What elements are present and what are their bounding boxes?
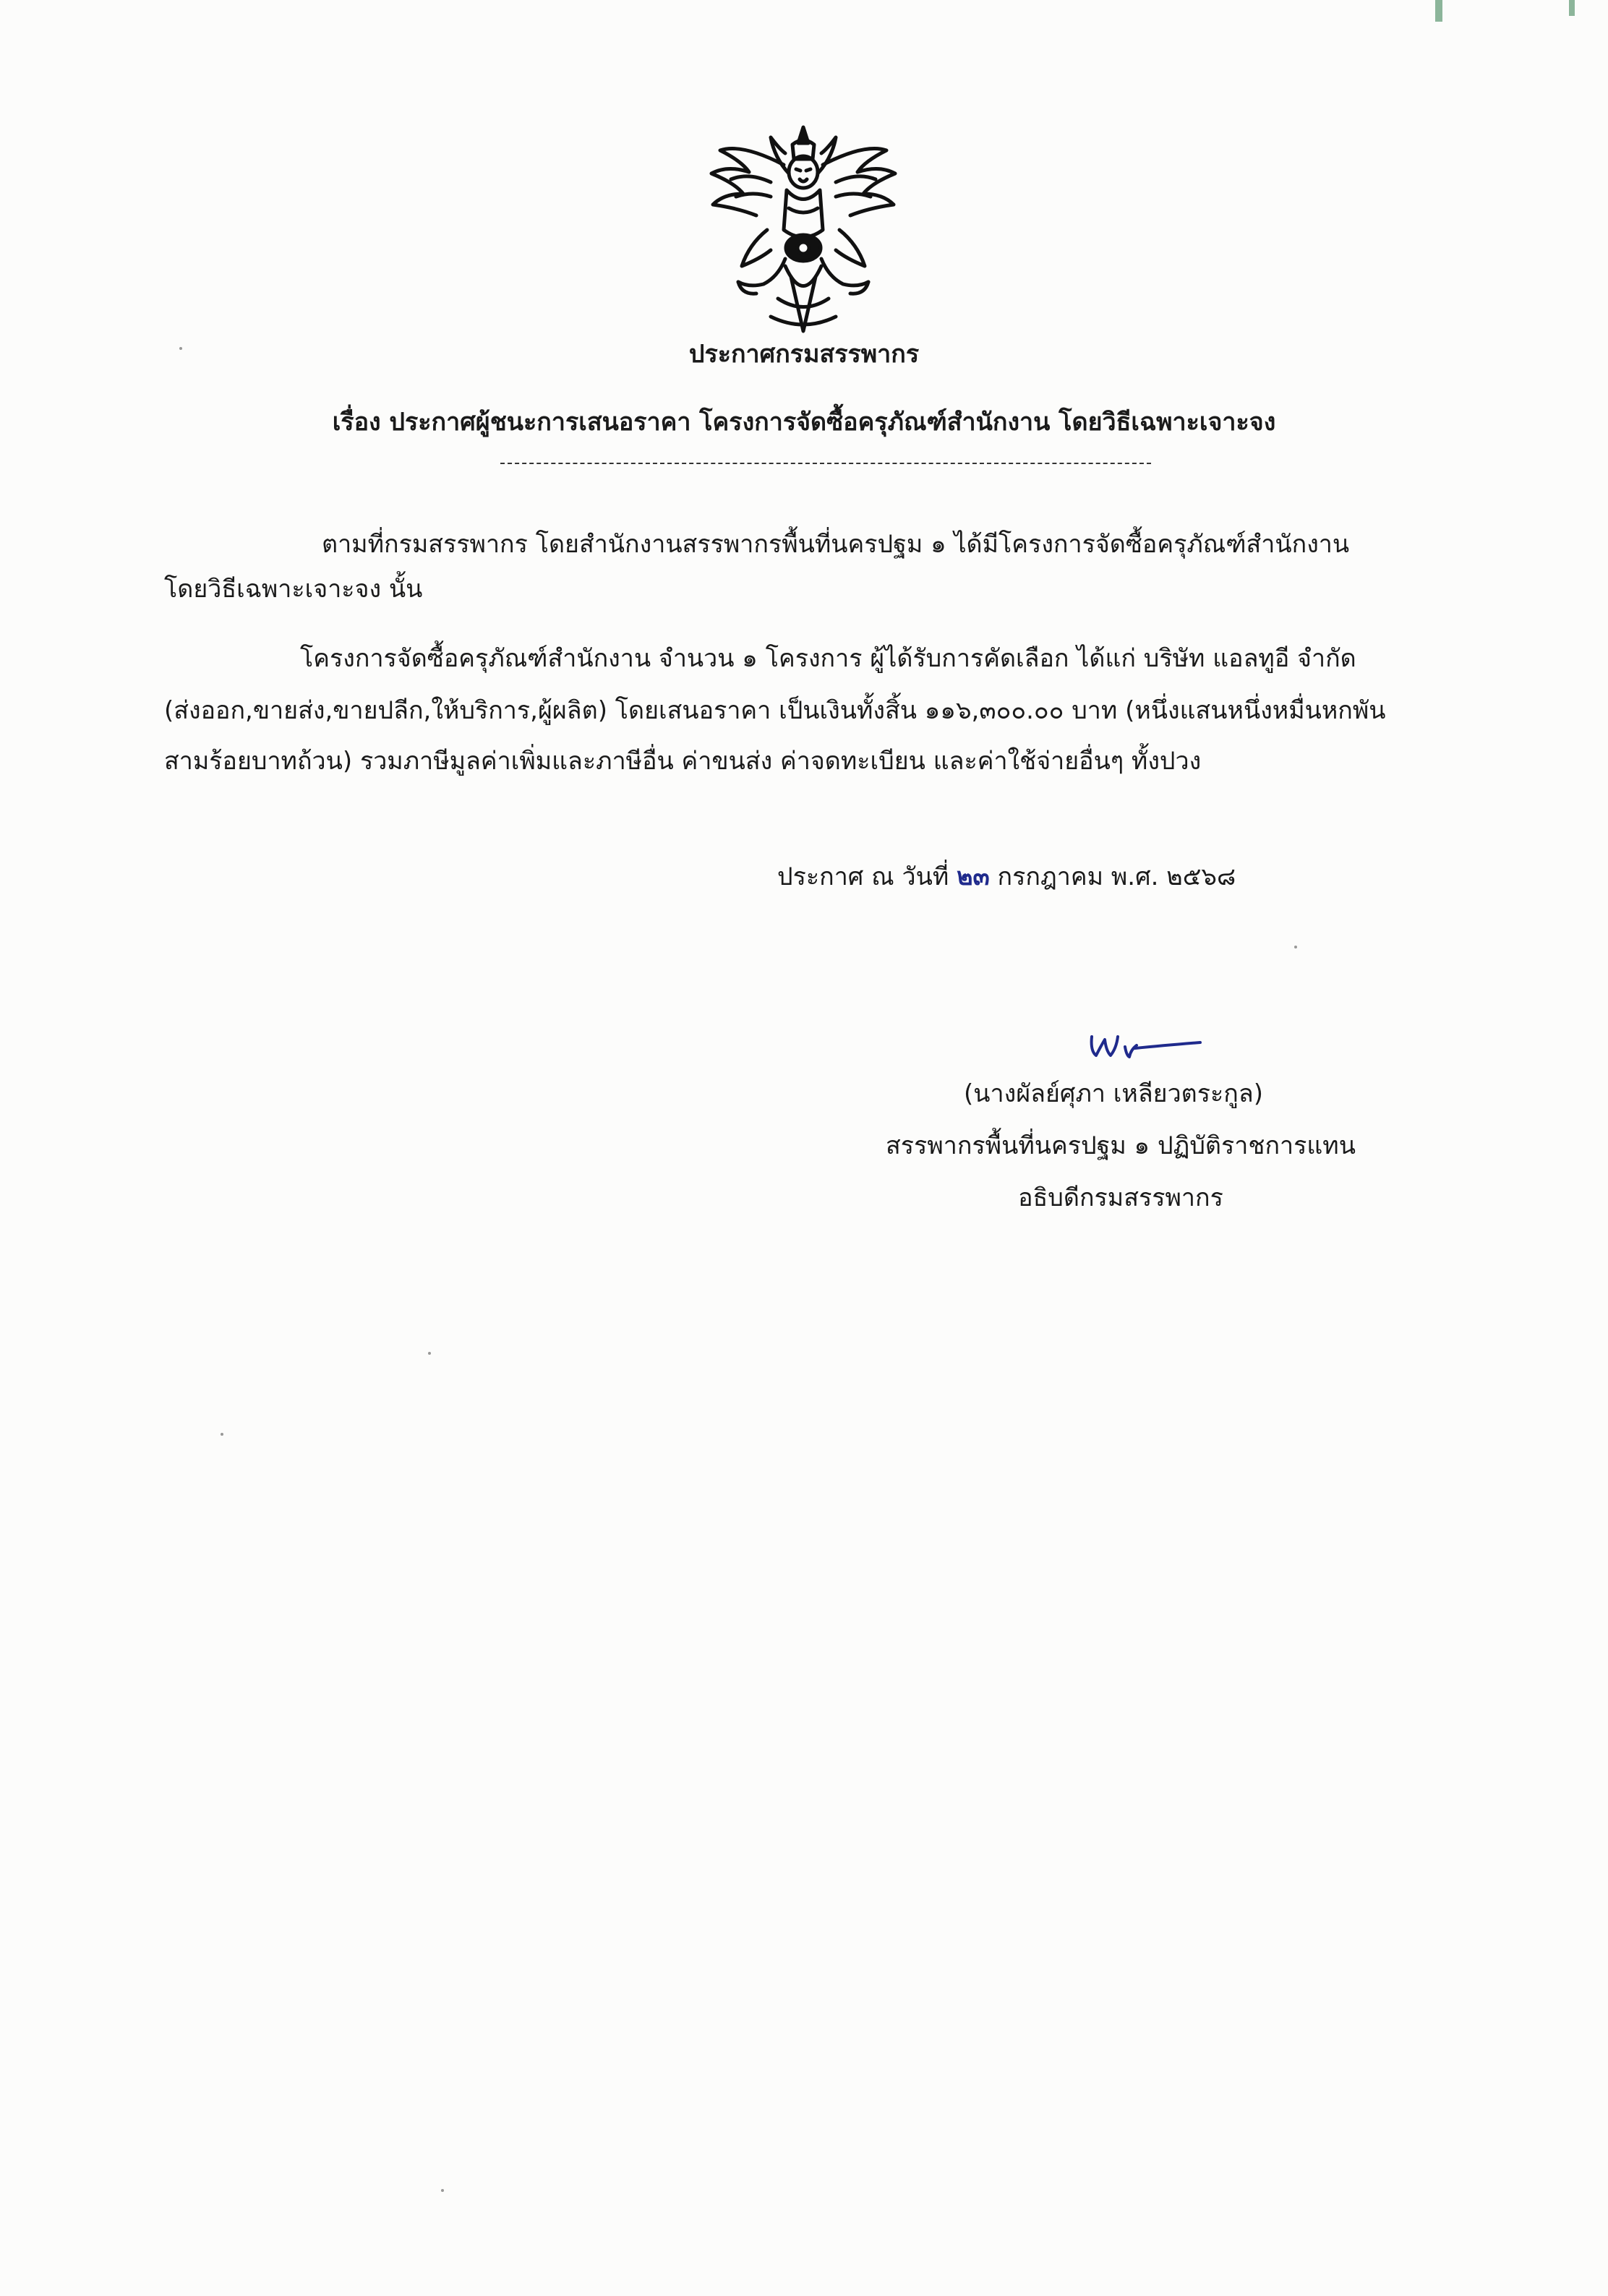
body-paragraph-2-line-1: โครงการจัดซื้อครุภัณฑ์สำนักงาน จำนวน ๑ โครงการ ผู้ได้รับการคัดเลือก ได้แก่ บริษัท แอลทูอี จำกัด <box>300 644 1356 673</box>
divider <box>500 463 1151 464</box>
scan-speck <box>441 2189 444 2192</box>
date-month-year: กรกฎาคม พ.ศ. ๒๕๖๘ <box>989 862 1236 891</box>
document-title: ประกาศกรมสรรพากร <box>688 340 920 369</box>
date-prefix: ประกาศ ณ วันที่ <box>777 862 957 891</box>
body-paragraph-2-line-2: (ส่งออก,ขายส่ง,ขายปลีก,ให้บริการ,ผู้ผลิต) โดยเสนอราคา เป็นเงินทั้งสิ้น ๑๑๖,๓๐๐.๐๐ บาท (หนึ่งแสนหนึ่งหมื่นหกพัน <box>164 696 1386 725</box>
announcement-date <box>777 860 1236 894</box>
scan-speck <box>221 1433 223 1436</box>
document-subject: เรื่อง ประกาศผู้ชนะการเสนอราคา โครงการจัดซื้อครุภัณฑ์สำนักงาน โดยวิธีเฉพาะเจาะจง <box>332 408 1276 437</box>
scan-speck <box>428 1352 431 1355</box>
signatory-position: สรรพากรพื้นที่นครปฐม ๑ ปฏิบัติราชการแทน <box>886 1131 1356 1160</box>
scan-speck <box>1294 946 1297 948</box>
scan-edge-mark <box>1569 0 1575 16</box>
signatory-name: (นางผัลย์ศุภา เหลียวตระกูล) <box>964 1079 1263 1108</box>
body-paragraph-1-line-2: โดยวิธีเฉพาะเจาะจง นั้น <box>164 575 423 604</box>
body-paragraph-2-line-3: สามร้อยบาทถ้วน) รวมภาษีมูลค่าเพิ่มและภาษีอื่น ค่าขนส่ง ค่าจดทะเบียน และค่าใช้จ่ายอื่นๆ ทั้งปวง <box>164 747 1202 776</box>
scan-edge-mark <box>1435 0 1442 22</box>
scan-speck <box>179 347 182 350</box>
date-day-handwritten: ๒๓ <box>957 862 990 891</box>
body-paragraph-1-line-1: ตามที่กรมสรรพากร โดยสำนักงานสรรพากรพื้นที่นครปฐม ๑ ได้มีโครงการจัดซื้อครุภัณฑ์สำนักงาน <box>322 530 1350 559</box>
handwritten-signature <box>1085 1027 1215 1070</box>
garuda-emblem-icon <box>698 121 908 338</box>
signatory-position-2: อธิบดีกรมสรรพากร <box>1018 1183 1223 1212</box>
